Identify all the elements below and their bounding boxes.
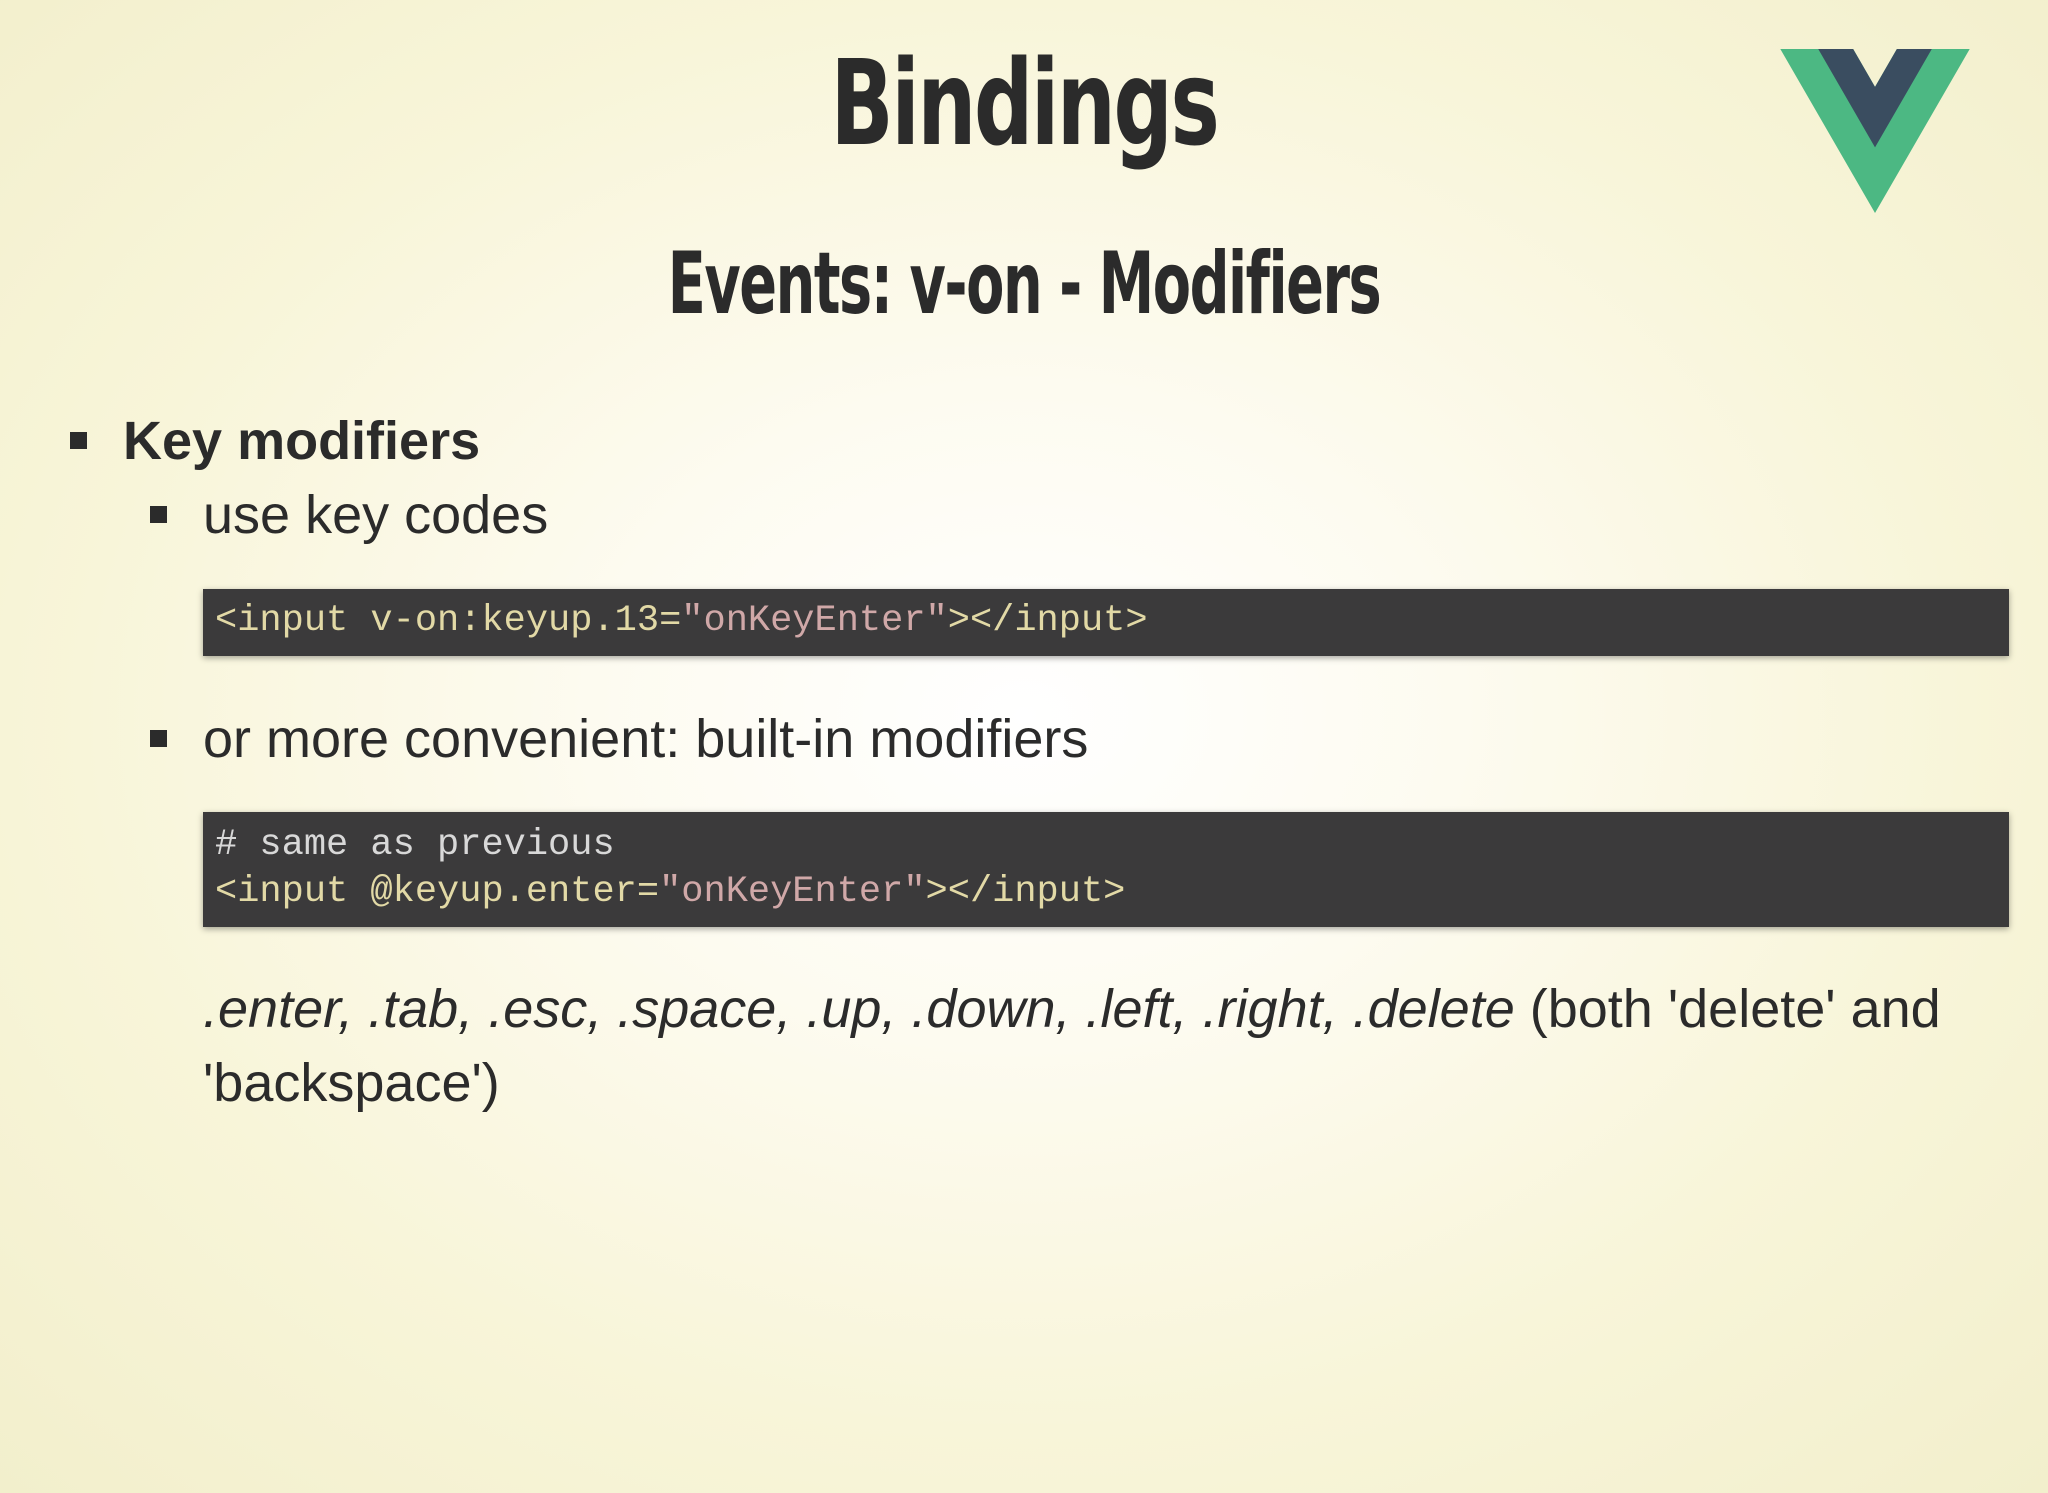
modifiers-note [203, 972, 1963, 1120]
bullet-label: Key modifiers [123, 411, 481, 471]
bullet-square-icon [70, 432, 87, 449]
bullet-label: use key codes [203, 485, 549, 545]
bullet-square-icon [150, 730, 167, 747]
vue-logo-icon [1780, 49, 1970, 213]
code-block-built-in [203, 812, 2009, 927]
bullet-built-in-modifiers [150, 706, 1088, 772]
code-tag-open: <input @keyup.enter= [215, 871, 660, 913]
slide-title: Bindings [830, 34, 1218, 172]
bullet-label: or more convenient: built-in modifiers [203, 709, 1089, 769]
code-tag-close: ></input> [947, 600, 1148, 642]
code-tag-close: ></input> [925, 871, 1126, 913]
code-block-key-code [203, 589, 2009, 656]
modifiers-explanation: (both 'delete' and 'backspace') [203, 979, 1941, 1113]
code-comment: # same as previous [215, 824, 615, 866]
code-line-comment [215, 822, 1997, 869]
modifiers-list: .enter, .tab, .esc, .space, .up, .down, .left, .right, .delete [203, 979, 1515, 1039]
slide-subtitle: Events: v-on - Modifiers [667, 234, 1381, 334]
bullet-use-key-codes [150, 482, 548, 548]
code-tag-open: <input v-on:keyup.13= [215, 600, 682, 642]
bullet-key-modifiers [70, 408, 480, 474]
bullet-square-icon [150, 506, 167, 523]
code-attr-value: "onKeyEnter" [659, 871, 926, 913]
code-line-input [215, 869, 1997, 916]
code-attr-value: "onKeyEnter" [681, 600, 948, 642]
